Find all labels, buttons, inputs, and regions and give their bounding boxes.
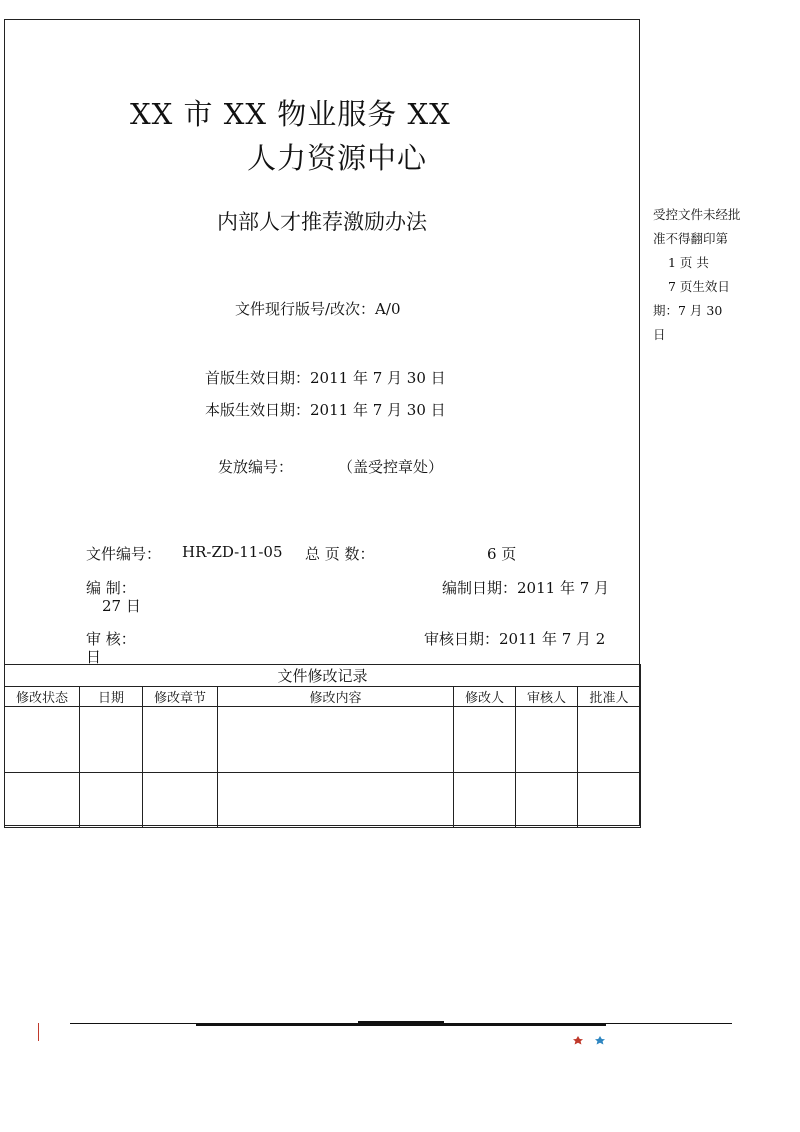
table-cell [218,773,454,828]
doc-number-label: 文件编号： [86,545,162,563]
side-note-line4: 7 页生效日 [668,279,730,294]
reviewed-date-wrap: 日 [86,648,102,666]
document-title: 内部人才推荐激励办法 [217,210,427,234]
table-cell [143,707,218,773]
table-row [5,707,641,773]
first-effective-date: 首版生效日期：2011 年 7 月 30 日 [205,369,446,387]
table-cell [516,707,578,773]
column-header-approver: 批准人 [578,687,641,707]
table-cell [454,707,516,773]
title-line2: 人力资源中心 [247,141,428,175]
side-note-line1: 受控文件未经批 [653,207,741,222]
star-mark-icon [570,1035,612,1045]
reviewed-date: 审核日期：2011 年 7 月 2 [424,630,606,648]
compiled-date: 编制日期：2011 年 7 月 [442,579,610,597]
revision-table-caption: 文件修改记录 [5,665,641,687]
side-note-line6: 日 [653,327,666,342]
doc-number-value: HR-ZD-11-05 [182,543,283,561]
total-pages-value: 6 页 [487,545,517,563]
table-cell [516,773,578,828]
distribution-label: 发放编号： [218,458,294,476]
column-header-modifier: 修改人 [454,687,516,707]
table-cell [143,773,218,828]
column-header-date: 日期 [80,687,143,707]
title-line1: XX 市 XX 物业服务 XX [130,97,451,131]
table-row [5,773,641,828]
reviewed-label: 审 核： [86,630,136,648]
table-cell [578,707,641,773]
footer-rule-thick [196,1024,606,1026]
stamp-note: （盖受控章处） [338,458,444,476]
version-label: 文件现行版号/改次：A/0 [235,300,401,318]
column-header-status: 修改状态 [5,687,80,707]
current-effective-date: 本版生效日期：2011 年 7 月 30 日 [205,401,446,419]
total-pages-label: 总 页 数： [305,545,375,563]
table-cell [218,707,454,773]
footer-rule-center [358,1021,444,1023]
side-note-line5: 期：7 月 30 [653,303,723,318]
column-header-content: 修改内容 [218,687,454,707]
revision-table [4,664,641,828]
column-header-section: 修改章节 [143,687,218,707]
table-cell [454,773,516,828]
table-cell [5,773,80,828]
table-cell [80,773,143,828]
side-note-line2: 准不得翻印第 [653,231,729,246]
side-note-line3: 1 页 共 [668,255,709,270]
compiled-label: 编 制： [86,579,136,597]
margin-mark [38,1023,39,1041]
column-header-reviewer: 审核人 [516,687,578,707]
table-cell [5,707,80,773]
table-cell [578,773,641,828]
compiled-date-wrap: 27 日 [102,597,141,615]
table-cell [80,707,143,773]
